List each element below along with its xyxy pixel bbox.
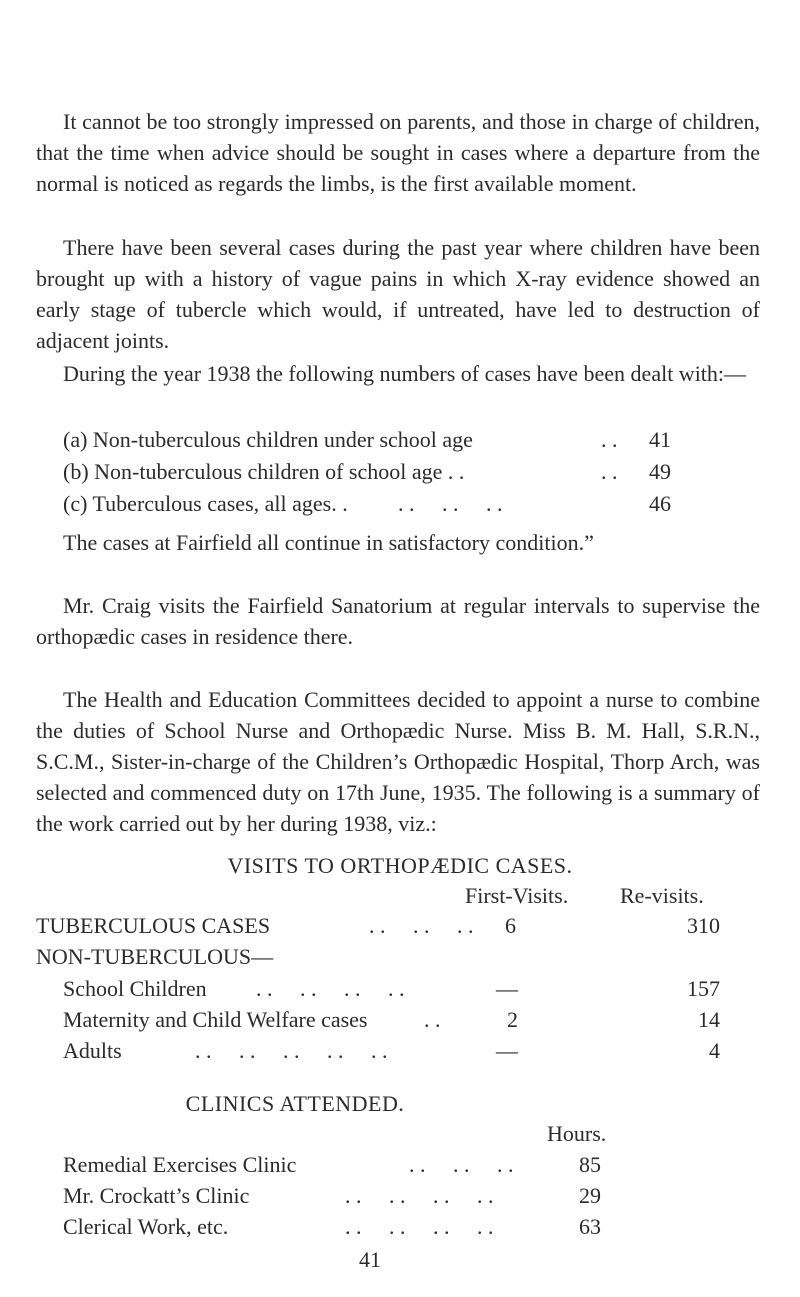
row-label: TUBERCULOUS CASES <box>36 913 271 938</box>
leader-dots: . . . . . . . . . . <box>195 1038 388 1063</box>
row-label: Clerical Work, etc. <box>63 1214 229 1239</box>
row-label: Adults <box>63 1038 122 1063</box>
table-row <box>63 973 760 1003</box>
table-row <box>36 941 760 971</box>
case-count: 46 <box>649 491 671 516</box>
row-label: Remedial Exercises Clinic <box>63 1152 297 1177</box>
leader-dots: . . . . . . . . <box>345 1214 494 1239</box>
re-visits-value: 4 <box>709 1038 720 1063</box>
table-row <box>36 910 760 940</box>
hours-value: 63 <box>579 1214 601 1239</box>
leader-dots: . . . . . . <box>409 1152 514 1177</box>
re-visits-value: 310 <box>687 913 720 938</box>
table-row <box>63 1180 760 1210</box>
hours-value: 29 <box>579 1183 601 1208</box>
column-header-first-visits: First-Visits. <box>465 883 569 908</box>
row-label: School Children <box>63 976 207 1001</box>
row-label: Mr. Crockatt’s Clinic <box>63 1183 250 1208</box>
case-count: 49 <box>649 459 671 484</box>
hours-value: 85 <box>579 1152 601 1177</box>
list-item <box>63 456 763 486</box>
table-row <box>63 1211 760 1241</box>
leader-dots: . . <box>424 1007 441 1032</box>
table-row <box>63 1004 760 1034</box>
column-header-re-visits: Re-visits. <box>620 883 704 908</box>
paragraph-nurse-appointment: The Health and Education Committees decided to appoint a nurse to combine the duties of School Nurse and Orthopædic Nurse. Miss B. M. Hall, S.R.N., S.C.M., Sister-in-charge of the Children’s Orthopædic Hospital, Thorp Arch, was selected and commenced duty on 17th June, 1935. The following is a summary of the work carried out by her during 1938, viz.: <box>36 687 760 836</box>
row-label: NON-TUBERCULOUS— <box>36 944 274 969</box>
leader-dots: . . . . . . . . <box>345 1183 494 1208</box>
case-label: (c) Tuberculous cases, all ages. . <box>63 491 348 516</box>
list-item <box>63 488 763 518</box>
first-visits-value: — <box>496 1038 518 1063</box>
case-label: (b) Non-tuberculous children of school age . . <box>63 459 465 484</box>
list-item <box>63 424 763 454</box>
case-count: 41 <box>649 427 671 452</box>
first-visits-value: 6 <box>505 913 516 938</box>
visits-heading: VISITS TO ORTHOPÆDIC CASES. <box>227 853 573 878</box>
leader-dots: . . . . . . <box>398 491 503 516</box>
paragraph-limbs-advice: It cannot be too strongly impressed on parents, and those in charge of children, that the time when advice should be sought in cases where a departure from the normal is noticed as regards the limbs, is the first available moment. <box>36 109 760 196</box>
leader-dots: . . <box>601 427 618 452</box>
first-visits-value: 2 <box>507 1007 518 1032</box>
cases-list <box>63 424 763 518</box>
first-visits-value: — <box>496 976 518 1001</box>
paragraph-cases-dealt: During the year 1938 the following numbers of cases have been dealt with:— <box>63 361 747 386</box>
leader-dots: . . . . . . . . <box>256 976 405 1001</box>
re-visits-value: 14 <box>698 1007 720 1032</box>
column-header-hours: Hours. <box>547 1121 607 1146</box>
page-number: 41 <box>359 1247 381 1272</box>
re-visits-value: 157 <box>687 976 720 1001</box>
leader-dots: . . . . . . <box>369 913 474 938</box>
paragraph-mr-craig: Mr. Craig visits the Fairfield Sanatorium at regular intervals to supervise the orthopædic cases in residence there. <box>36 593 760 649</box>
paragraph-tubercle-cases: There have been several cases during the past year where children have been brought up with a history of vague pains in which X-ray evidence showed an early stage of tubercle which would, if untreated, have led to destruction of adjacent joints. <box>36 235 760 353</box>
table-row <box>63 1035 760 1065</box>
case-label: (a) Non-tuberculous children under school age <box>63 427 473 452</box>
row-label: Maternity and Child Welfare cases <box>63 1007 368 1032</box>
table-row <box>63 1149 760 1179</box>
leader-dots: . . <box>601 459 618 484</box>
clinics-heading: CLINICS ATTENDED. <box>185 1091 405 1116</box>
paragraph-fairfield: The cases at Fairfield all continue in satisfactory condition.” <box>63 530 594 555</box>
